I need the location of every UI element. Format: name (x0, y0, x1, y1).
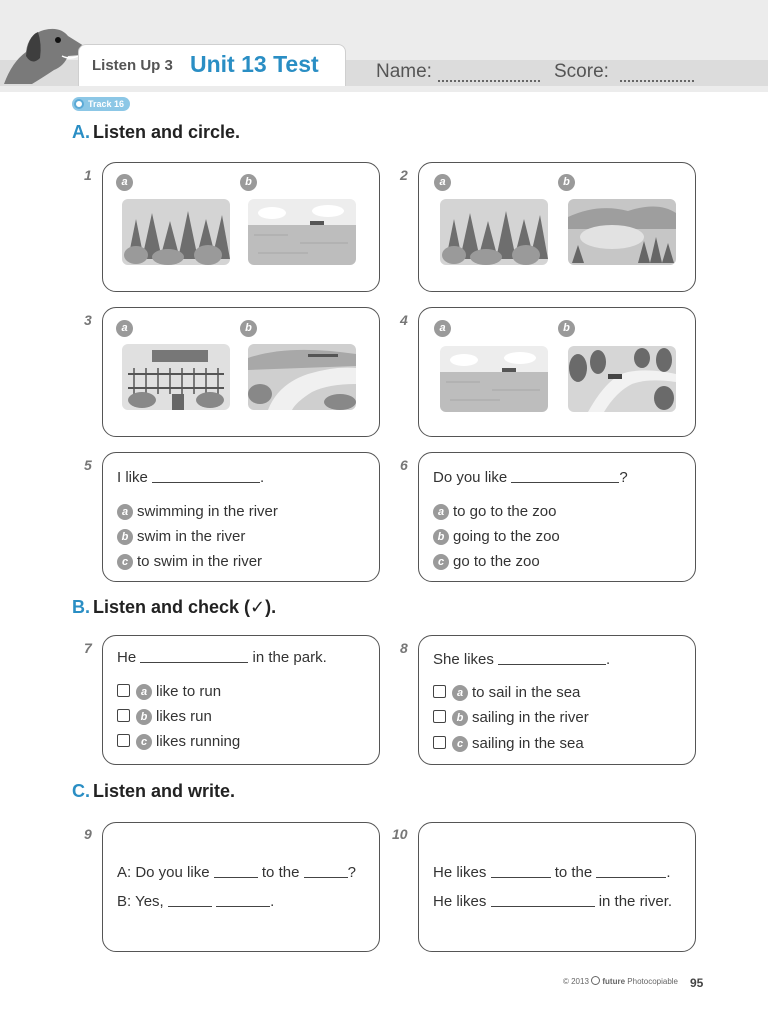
option-a[interactable] (117, 503, 278, 520)
question-number-7: 7 (84, 640, 92, 656)
option-text: going to the zoo (453, 528, 560, 545)
score-field[interactable] (620, 80, 694, 82)
option-a[interactable] (433, 503, 556, 520)
lake-picture[interactable] (568, 199, 676, 265)
forest-picture[interactable] (122, 199, 230, 265)
question-7-stem (117, 649, 327, 666)
question-number-5: 5 (84, 457, 92, 473)
answer-blank[interactable] (491, 895, 595, 907)
option-a-badge: a (434, 320, 451, 337)
option-text: sailing in the river (472, 709, 589, 726)
stem-text: He likes (433, 893, 487, 910)
cd-icon (74, 99, 84, 109)
section-title: Listen and circle. (93, 122, 241, 142)
publisher-logo-icon (591, 976, 600, 985)
stem-text: B: Yes, (117, 893, 164, 910)
sea-picture[interactable] (440, 346, 548, 412)
stem-text: ? (347, 864, 356, 881)
stem-text: I like (117, 469, 148, 486)
section-b-heading (72, 597, 276, 618)
stem-text: . (260, 469, 265, 486)
stem-text: Do you like (433, 469, 508, 486)
option-text: go to the zoo (453, 553, 540, 570)
stem-text: to the (554, 864, 593, 881)
stem-text: A: Do you like (117, 864, 210, 881)
stem-text: to the (261, 864, 300, 881)
series-title: Listen Up 3 (92, 57, 173, 74)
name-label: Name: (376, 61, 432, 82)
option-b[interactable] (117, 528, 245, 545)
option-b[interactable] (117, 708, 212, 725)
option-b-badge: b (558, 320, 575, 337)
option-a[interactable] (433, 684, 580, 701)
question-number-4: 4 (400, 312, 408, 328)
section-letter: B. (72, 597, 90, 617)
question-number-8: 8 (400, 640, 408, 656)
option-text: to swim in the river (137, 553, 263, 570)
question-9-line-1 (117, 864, 356, 881)
stem-text: in the river. (598, 893, 673, 910)
section-a-heading (72, 122, 240, 143)
photocopiable-note: Photocopiable (627, 977, 678, 986)
section-title: Listen and write. (93, 781, 236, 801)
stem-text: . (666, 864, 671, 881)
section-title: Listen and check (✓). (93, 597, 277, 617)
river-picture[interactable] (248, 344, 356, 410)
option-c-badge: c (452, 736, 468, 752)
option-b-badge: b (136, 709, 152, 725)
answer-blank[interactable] (152, 471, 260, 483)
option-text: swim in the river (137, 528, 246, 545)
answer-blank[interactable] (498, 653, 606, 665)
option-b-badge: b (558, 174, 575, 191)
page-number: 95 (690, 976, 704, 990)
answer-blank[interactable] (491, 866, 551, 878)
option-text: likes running (156, 733, 241, 750)
option-b[interactable] (433, 709, 589, 726)
question-number-9: 9 (84, 826, 92, 842)
answer-blank[interactable] (140, 651, 248, 663)
option-b-badge: b (240, 320, 257, 337)
forest-picture[interactable] (440, 199, 548, 265)
section-c-heading (72, 781, 235, 802)
checkbox[interactable] (433, 685, 446, 698)
question-9-line-2 (117, 893, 274, 910)
option-a-badge: a (117, 504, 133, 520)
option-text: swimming in the river (137, 503, 278, 520)
option-a-badge: a (433, 504, 449, 520)
zoo-picture[interactable] (122, 344, 230, 410)
option-text: to sail in the sea (472, 684, 581, 701)
checkbox[interactable] (433, 710, 446, 723)
question-10-line-2 (433, 893, 672, 910)
stem-text: He (117, 649, 137, 666)
question-10-box (418, 822, 696, 952)
option-c-badge: c (433, 554, 449, 570)
answer-blank[interactable] (216, 895, 270, 907)
option-c-badge: c (136, 734, 152, 750)
option-a-badge: a (434, 174, 451, 191)
question-10-line-1 (433, 864, 671, 881)
stem-text: He likes (433, 864, 487, 881)
sea-picture[interactable] (248, 199, 356, 265)
stem-text: . (270, 893, 275, 910)
option-c[interactable] (433, 553, 540, 570)
track-badge: Track 16 (72, 97, 130, 111)
question-6-stem (433, 469, 628, 486)
checkbox[interactable] (433, 736, 446, 749)
score-label: Score: (554, 61, 609, 82)
answer-blank[interactable] (214, 866, 258, 878)
option-c-badge: c (117, 554, 133, 570)
question-number-3: 3 (84, 312, 92, 328)
park-picture[interactable] (568, 346, 676, 412)
option-b[interactable] (433, 528, 560, 545)
stem-text: ? (619, 469, 628, 486)
option-c[interactable] (117, 733, 240, 750)
checkbox[interactable] (117, 734, 130, 747)
footer-note (563, 976, 678, 986)
option-c[interactable] (433, 735, 584, 752)
option-a-badge: a (116, 320, 133, 337)
question-number-10: 10 (392, 826, 408, 842)
option-c[interactable] (117, 553, 262, 570)
name-field[interactable] (438, 80, 540, 82)
option-b-badge: b (452, 710, 468, 726)
answer-blank[interactable] (511, 471, 619, 483)
option-text: like to run (156, 683, 222, 700)
question-8-stem (433, 651, 610, 668)
checkbox[interactable] (117, 709, 130, 722)
question-number-2: 2 (400, 167, 408, 183)
unit-title: Unit 13 Test (190, 51, 319, 77)
copyright-text: © 2013 (562, 977, 589, 986)
answer-blank[interactable] (168, 895, 212, 907)
option-a-badge: a (136, 684, 152, 700)
option-a[interactable] (117, 683, 221, 700)
question-number-1: 1 (84, 167, 92, 183)
section-letter: A. (72, 122, 90, 142)
answer-blank[interactable] (596, 866, 666, 878)
option-a-badge: a (116, 174, 133, 191)
question-5-stem (117, 469, 264, 486)
stem-text: . (606, 651, 611, 668)
option-b-badge: b (117, 529, 133, 545)
option-a-badge: a (452, 685, 468, 701)
publisher-name: future (602, 977, 626, 986)
option-text: likes run (156, 708, 212, 725)
section-letter: C. (72, 781, 90, 801)
option-text: to go to the zoo (453, 503, 557, 520)
question-9-box (102, 822, 380, 952)
option-b-badge: b (240, 174, 257, 191)
checkbox[interactable] (117, 684, 130, 697)
stem-text: in the park. (252, 649, 327, 666)
stem-text: She likes (433, 651, 494, 668)
question-number-6: 6 (400, 457, 408, 473)
option-text: sailing in the sea (472, 735, 584, 752)
answer-blank[interactable] (304, 866, 348, 878)
option-b-badge: b (433, 529, 449, 545)
